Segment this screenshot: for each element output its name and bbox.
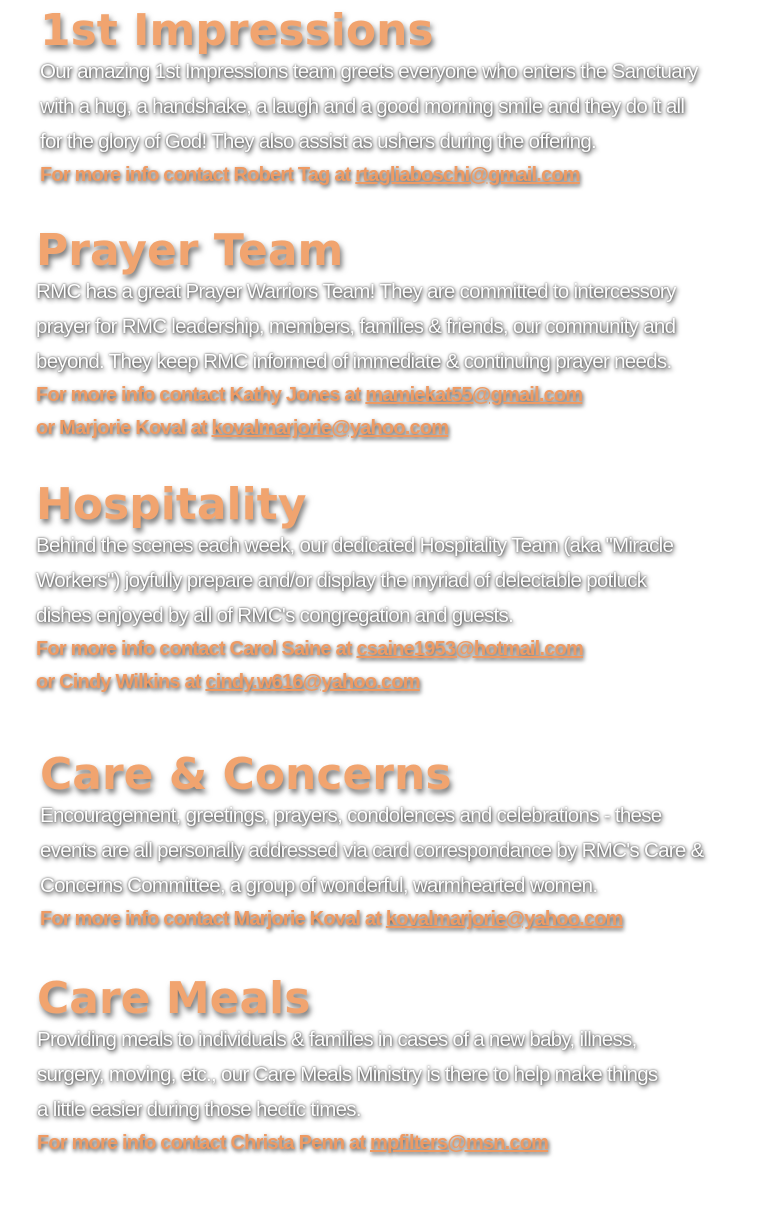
- contact-line: [36, 633, 771, 666]
- description-line: Our amazing 1st Impressions team greets everyone who enters the Sanctuary: [40, 60, 698, 83]
- contact-label: For more info contact Robert Tag at: [40, 164, 356, 186]
- email-link[interactable]: kovalmarjorie@yahoo.com: [211, 417, 449, 439]
- description-line: surgery, moving, etc., our Care Meals Ministry is there to help make things: [37, 1063, 658, 1086]
- contact-label: or Marjorie Koval at: [36, 417, 212, 439]
- contact-line: [40, 903, 771, 936]
- contact-line: [36, 412, 771, 445]
- description-line: Providing meals to individuals & families in cases of a new baby, illness,: [37, 1028, 637, 1051]
- contact-label: For more info contact Marjorie Koval at: [40, 908, 386, 930]
- description-line: dishes enjoyed by all of RMC's congregation and guests.: [36, 604, 514, 627]
- contact-line: [37, 1127, 771, 1160]
- description-line: Behind the scenes each week, our dedicated Hospitality Team (aka "Miracle: [36, 534, 674, 557]
- contact-line: [36, 666, 771, 699]
- section-description: [36, 274, 771, 379]
- email-link[interactable]: mamiekat55@gmail.com: [365, 384, 583, 406]
- description-line: Encouragement, greetings, prayers, condolences and celebrations - these: [40, 804, 662, 827]
- section-care-meals: [37, 973, 771, 1160]
- section-title: Hospitality: [36, 479, 307, 530]
- section-description: [37, 1022, 771, 1127]
- section-title: Prayer Team: [36, 225, 344, 276]
- description-line: a little easier during those hectic times.: [37, 1098, 361, 1121]
- section-title: Care Meals: [37, 973, 311, 1024]
- email-link[interactable]: rtagliaboschi@gmail.com: [355, 164, 580, 186]
- section-description: [40, 54, 771, 159]
- contact-label: or Cindy Wilkins at: [36, 671, 206, 693]
- description-line: for the glory of God! They also assist as ushers during the offering.: [40, 130, 597, 153]
- email-link[interactable]: kovalmarjorie@yahoo.com: [385, 908, 623, 930]
- contact-label: For more info contact Christa Penn at: [37, 1132, 370, 1154]
- contact-label: For more info contact Carol Saine at: [36, 638, 357, 660]
- description-line: Workers") joyfully prepare and/or display the myriad of delectable potluck: [36, 569, 647, 592]
- description-line: prayer for RMC leadership, members, families & friends, our community and: [36, 315, 676, 338]
- description-line: RMC has a great Prayer Warriors Team! They are committed to intercessory: [36, 280, 676, 303]
- description-line: beyond. They keep RMC informed of immediate & continuing prayer needs.: [36, 350, 672, 373]
- section-care-concerns: [40, 749, 771, 936]
- contact-line: [40, 159, 771, 192]
- section-prayer-team: [36, 225, 771, 445]
- description-line: with a hug, a handshake, a laugh and a good morning smile and they do it all: [40, 95, 685, 118]
- section-hospitality: [36, 479, 771, 699]
- section-1st-impressions: [40, 5, 771, 192]
- email-link[interactable]: csaine1953@hotmail.com: [356, 638, 583, 660]
- section-title: 1st Impressions: [40, 5, 434, 56]
- email-link[interactable]: cindy.w616@yahoo.com: [205, 671, 420, 693]
- description-line: Concerns Committee, a group of wonderful, warmhearted women.: [40, 874, 598, 897]
- description-line: events are all personally addressed via card correspondance by RMC's Care &: [40, 839, 704, 862]
- section-description: [36, 528, 771, 633]
- contact-label: For more info contact Kathy Jones at: [36, 384, 366, 406]
- contact-line: [36, 379, 771, 412]
- email-link[interactable]: mpfilters@msn.com: [369, 1132, 549, 1154]
- section-title: Care & Concerns: [40, 749, 452, 800]
- section-description: [40, 798, 771, 903]
